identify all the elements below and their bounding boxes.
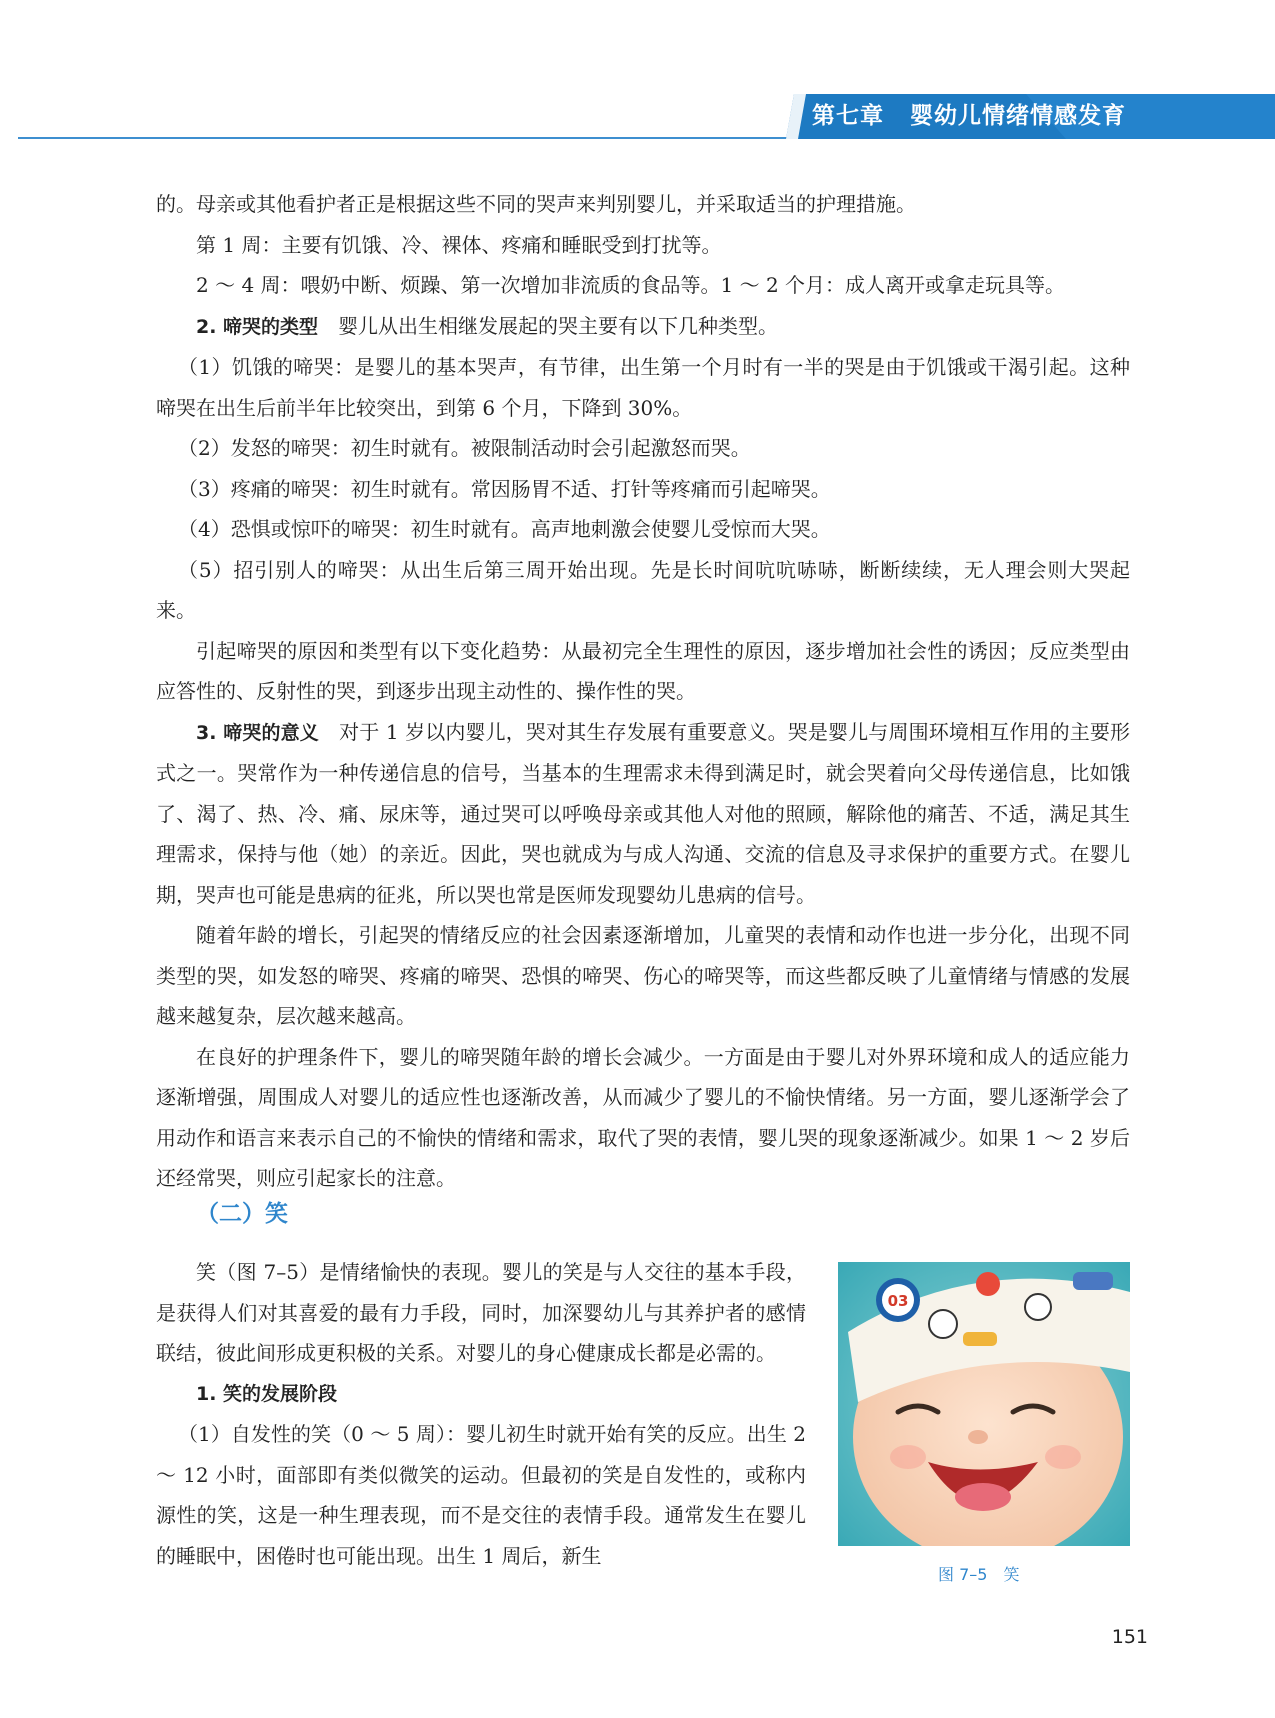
paragraph: 2 ～ 4 周：喂奶中断、烦躁、第一次增加非流质的食品等。1 ～ 2 个月：成人离开或拿走玩具等。 bbox=[196, 273, 1066, 297]
page-number: 151 bbox=[1111, 1626, 1148, 1648]
paragraph: （4）恐惧或惊吓的啼哭：初生时就有。高声地刺激会使婴儿受惊而大哭。 bbox=[178, 517, 831, 541]
figure-caption: 图 7–5 笑 bbox=[938, 1565, 1020, 1584]
paragraph: （5）招引别人的啼哭：从出生后第三周开始出现。先是长时间吭吭哧哧，断断续续，无人理会则大哭起来。 bbox=[156, 557, 1130, 622]
chapter-header-tab bbox=[786, 94, 1275, 139]
paragraph: （1）自发性的笑（0 ～ 5 周）：婴儿初生时就开始有笑的反应。出生 2 ～ 12 小时，面部即有类似微笑的运动。但最初的笑是自发性的，或称内源性的笑，这是一种生理表现，而不是交往的表情手段。通常发生在婴儿的睡眠中，困倦时也可能出现。出生 1 周后，新生 bbox=[156, 1422, 806, 1568]
paragraph: （2）发怒的啼哭：初生时就有。被限制活动时会引起激怒而哭。 bbox=[178, 436, 751, 460]
baby-illustration bbox=[838, 1262, 1130, 1546]
paragraph: 随着年龄的增长，引起哭的情绪反应的社会因素逐渐增加，儿童哭的表情和动作也进一步分化，出现不同类型的哭，如发怒的啼哭、疼痛的啼哭、恐惧的啼哭、伤心的啼哭等，而这些都反映了儿童情绪与情感的发展越来越复杂，层次越来越高。 bbox=[156, 923, 1130, 1028]
paragraph: （3）疼痛的啼哭：初生时就有。常因肠胃不适、打针等疼痛而引起啼哭。 bbox=[178, 476, 831, 501]
paragraph-text: 婴儿从出生相继发展起的哭主要有以下几种类型。 bbox=[338, 313, 779, 338]
paragraph bbox=[156, 712, 1130, 916]
paragraph: （1）饥饿的啼哭：是婴儿的基本哭声，有节律，出生第一个月时有一半的哭是由于饥饿或干渴引起。这种啼哭在出生后前半年比较突出，到第 6 个月，下降到 30%。 bbox=[156, 355, 1130, 420]
paragraph: 在良好的护理条件下，婴儿的啼哭随年龄的增长会减少。一方面是由于婴儿对外界环境和成人的适应能力逐渐增强，周围成人对婴儿的适应性也逐渐改善，从而减少了婴儿的不愉快情绪。另一方面，婴儿逐渐学会了用动作和语言来表示自己的不愉快的情绪和需求，取代了哭的表情，婴儿哭的现象逐渐减少。如果 1 ～ 2 岁后还经常哭，则应引起家长的注意。 bbox=[156, 1044, 1130, 1190]
paragraph: 的。母亲或其他看护者正是根据这些不同的哭声来判别婴儿，并采取适当的护理措施。 bbox=[156, 192, 916, 216]
baby-smiling-photo bbox=[838, 1262, 1130, 1546]
chapter-title bbox=[812, 94, 1126, 139]
paragraph: 引起啼哭的原因和类型有以下变化趋势：从最初完全生理性的原因，逐步增加社会性的诱因；反应类型由应答性的、反射性的哭，到逐步出现主动性的、操作性的哭。 bbox=[156, 638, 1130, 703]
paragraph-text: 对于 1 岁以内婴儿，哭对其生存发展有重要意义。哭是婴儿与周围环境相互作用的主要形式之一。哭常作为一种传递信息的信号，当基本的生理需求未得到满足时，就会哭着向父母传递信息，比如饿了、渴了、热、冷、痛、尿床等，通过哭可以呼唤母亲或其他人对他的照顾，解除他的痛苦、不适，满足其生理需求，保持与他（她）的亲近。因此，哭也就成为与成人沟通、交流的信息及寻求保护的重要方式。在婴儿期，哭声也可能是患病的征兆，所以哭也常是医师发现婴幼儿患病的信号。 bbox=[156, 719, 1130, 907]
paragraph: 笑（图 7–5）是情绪愉快的表现。婴儿的笑是与人交往的基本手段，是获得人们对其喜爱的最有力手段，同时，加深婴幼儿与其养护者的感情联结，彼此间形成更积极的关系。对婴儿的身心健康成长都是必需的。 bbox=[156, 1260, 806, 1365]
subheading-crying-types: 2. 啼哭的类型 bbox=[196, 315, 319, 338]
subheading-smile-stages: 1. 笑的发展阶段 bbox=[196, 1382, 338, 1405]
chapter-number: 第七章 bbox=[812, 103, 884, 129]
chapter-name: 婴幼儿情绪情感发育 bbox=[910, 103, 1126, 129]
paragraph bbox=[156, 306, 1130, 348]
smile-section-text bbox=[156, 1252, 806, 1576]
section-heading-smile: （二）笑 bbox=[196, 1201, 288, 1227]
paragraph: 第 1 周：主要有饥饿、冷、裸体、疼痛和睡眠受到打扰等。 bbox=[196, 232, 722, 257]
hat-badge-text: 03 bbox=[887, 1292, 909, 1310]
main-text bbox=[156, 184, 1130, 1199]
subheading-crying-meaning: 3. 啼哭的意义 bbox=[196, 721, 319, 744]
